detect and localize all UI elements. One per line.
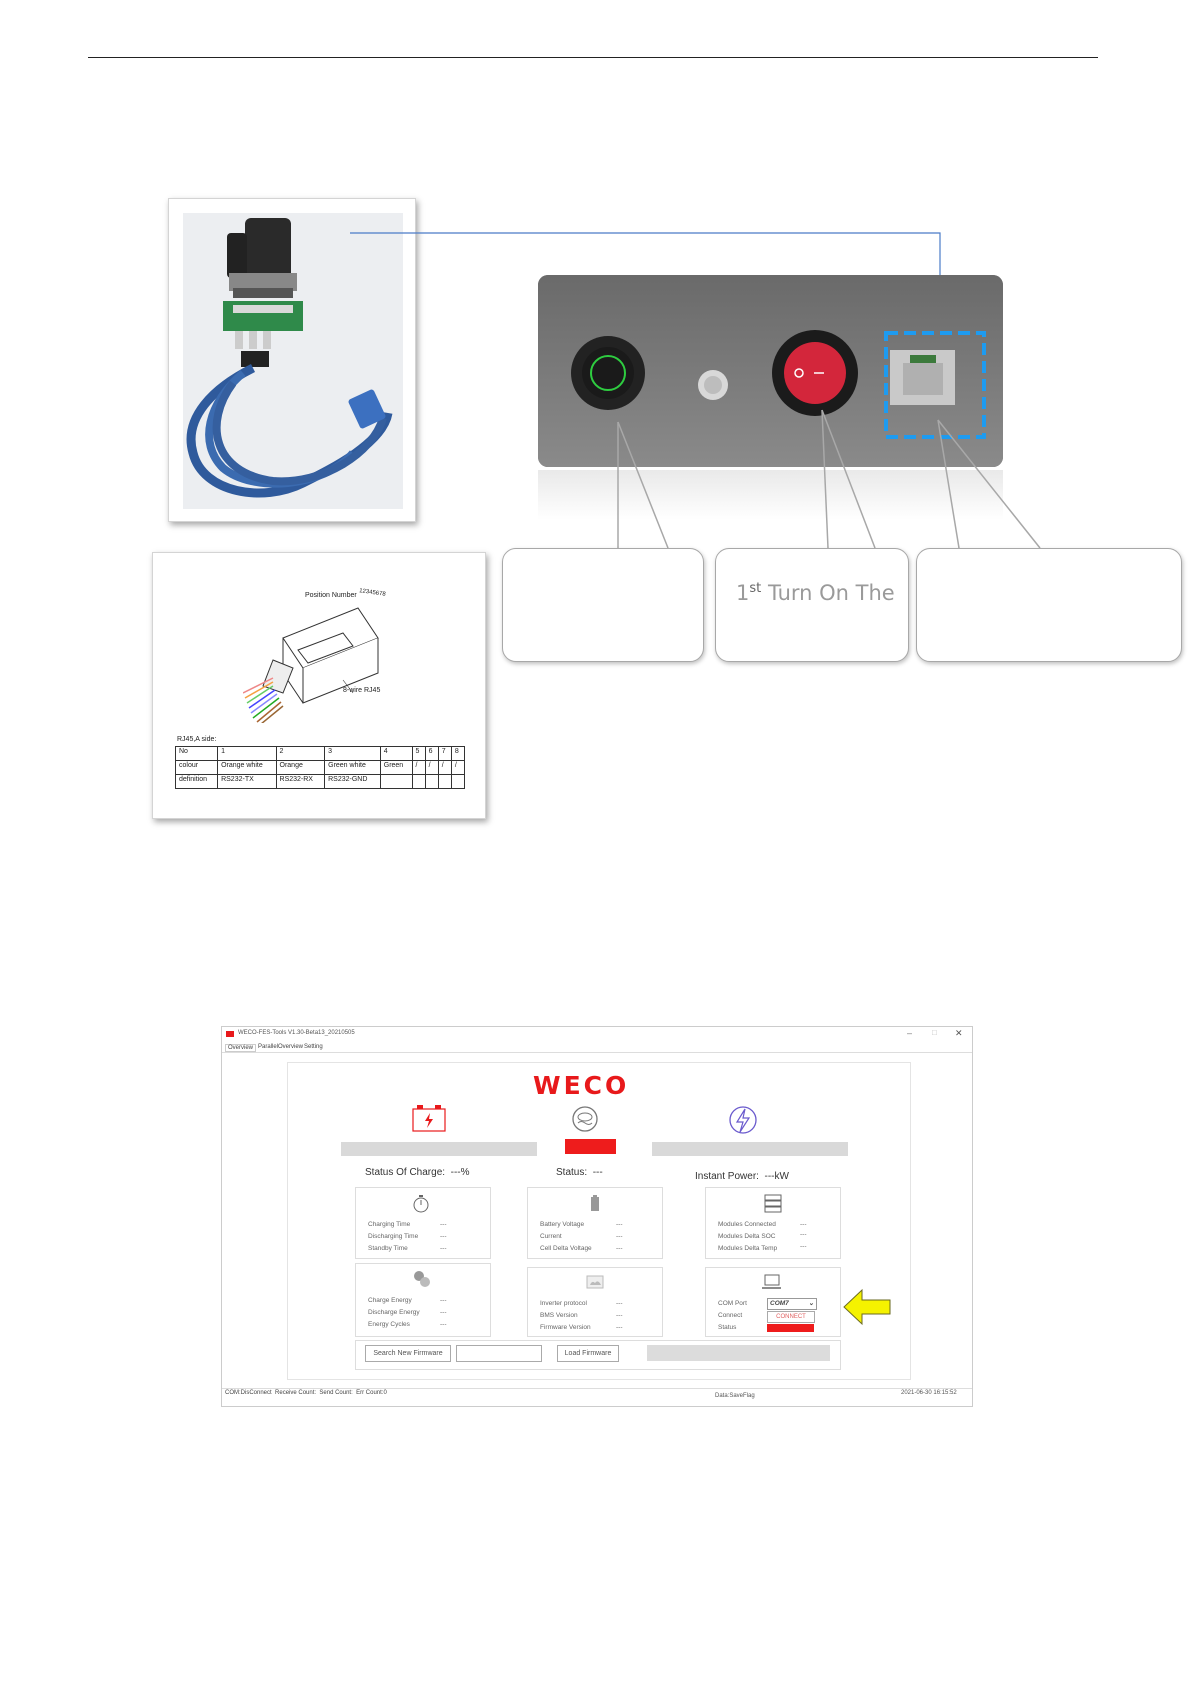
inverter-icon (570, 1105, 600, 1133)
wire-label: 8-wire RJ45 (343, 687, 381, 694)
cloud-icon (585, 1272, 605, 1292)
soc-readout: Status Of Charge: ---% (365, 1167, 470, 1178)
standby-time-value: --- (440, 1245, 447, 1252)
firmware-progress-bar (647, 1345, 830, 1361)
inverter-protocol-label: Inverter protocol (540, 1300, 587, 1307)
side-label: RJ45,A side: (177, 736, 217, 743)
tab-parallel-overview[interactable]: ParallelOverview (258, 1044, 304, 1050)
menu-divider (222, 1052, 972, 1053)
power-bar (652, 1142, 848, 1156)
app-window (221, 1026, 973, 1407)
version-panel (527, 1267, 663, 1337)
energy-panel (355, 1263, 491, 1337)
position-number-label: Position Number (305, 592, 357, 599)
charge-energy-label: Charge Energy (368, 1297, 412, 1304)
weco-logo: WECO (533, 1071, 630, 1100)
time-panel (355, 1187, 491, 1259)
callout-number: 1 (736, 581, 750, 605)
callout-switch (715, 548, 909, 662)
modules-connected-label: Modules Connected (718, 1221, 776, 1228)
com-port-select[interactable]: COM7 ⌄ (767, 1298, 817, 1310)
rj45-plug-drawing (243, 598, 393, 723)
cell-delta-voltage-value: --- (616, 1245, 623, 1252)
window-title: WECO-FES-Tools V1.30-Beta13_20210505 (238, 1030, 355, 1036)
close-button[interactable]: ✕ (955, 1028, 963, 1038)
connect-label: Connect (718, 1312, 743, 1319)
battery-panel (527, 1187, 663, 1259)
server-icon (763, 1193, 783, 1213)
bms-version-value: --- (616, 1312, 623, 1319)
table-row-definition: definition RS232-TX RS232-RX RS232-GND (176, 775, 465, 789)
current-label: Current (540, 1233, 562, 1240)
header-rule (88, 57, 1098, 58)
statusbar-datetime: 2021-06-30 16:15:52 (901, 1390, 957, 1396)
firmware-version-label: Firmware Version (540, 1324, 591, 1331)
minimize-button[interactable]: – (907, 1028, 913, 1038)
rj45-diagram-card (152, 552, 486, 819)
modules-delta-temp-label: Modules Delta Temp (718, 1245, 778, 1252)
energy-cycles-value: --- (440, 1321, 447, 1328)
firmware-version-value: --- (616, 1324, 623, 1331)
connect-button[interactable]: CONNECT (767, 1311, 815, 1323)
inverter-protocol-value: --- (616, 1300, 623, 1307)
com-port-label: COM Port (718, 1300, 747, 1307)
soc-bar (341, 1142, 537, 1156)
firmware-path-input[interactable] (456, 1345, 542, 1362)
status-readout: Status: --- (556, 1167, 603, 1178)
tab-setting[interactable]: Setting (304, 1044, 323, 1050)
table-row-colour: colour Orange white Orange Green white Green / / / / (176, 761, 465, 775)
receive-count: Receive Count: (275, 1390, 317, 1396)
callout-rj45-port (916, 548, 1182, 662)
discharging-time-label: Discharging Time (368, 1233, 419, 1240)
modules-delta-temp-value: --- (800, 1243, 807, 1250)
modules-panel (705, 1187, 841, 1259)
standby-time-label: Standby Time (368, 1245, 408, 1252)
com-panel (705, 1267, 841, 1337)
battery-voltage-value: --- (616, 1221, 623, 1228)
send-count: Send Count: (319, 1390, 353, 1396)
statusbar (225, 1390, 387, 1396)
charge-energy-value: --- (440, 1297, 447, 1304)
laptop-icon (761, 1272, 781, 1292)
connection-status: COM:DisConnect (225, 1390, 272, 1396)
callout-sup: st (749, 581, 762, 596)
statusbar-divider (222, 1388, 972, 1389)
power-readout: Instant Power: ---kW (695, 1171, 789, 1182)
battery-icon (411, 1103, 447, 1133)
bms-version-label: BMS Version (540, 1312, 578, 1319)
discharge-energy-label: Discharge Energy (368, 1309, 420, 1316)
discharge-energy-value: --- (440, 1309, 447, 1316)
load-firmware-button[interactable]: Load Firmware (557, 1345, 619, 1362)
current-value: --- (616, 1233, 623, 1240)
position-digits: 12345678 (358, 588, 386, 598)
energy-icon (411, 1268, 431, 1288)
lightning-icon (728, 1105, 758, 1135)
err-count: Err Count:0 (356, 1390, 387, 1396)
maximize-button[interactable]: □ (932, 1028, 937, 1037)
battery-level-icon (585, 1193, 605, 1213)
table-header-row: No 1 2 3 4 5 6 7 8 (176, 747, 465, 761)
rj45-pinout-table (175, 746, 465, 789)
save-flag: Data:SaveFlag (715, 1393, 755, 1399)
modules-delta-soc-value: --- (800, 1231, 807, 1238)
tab-overview[interactable]: Overview (225, 1044, 256, 1052)
modules-delta-soc-label: Modules Delta SOC (718, 1233, 776, 1240)
status-indicator (565, 1139, 616, 1154)
stopwatch-icon (411, 1193, 431, 1213)
com-status-indicator (767, 1324, 814, 1332)
cell-delta-voltage-label: Cell Delta Voltage (540, 1245, 592, 1252)
discharging-time-value: --- (440, 1233, 447, 1240)
energy-cycles-label: Energy Cycles (368, 1321, 410, 1328)
com-status-label: Status (718, 1324, 737, 1331)
modules-connected-value: --- (800, 1221, 807, 1228)
callout-switch-text (736, 581, 895, 605)
search-firmware-button[interactable]: Search New Firmware (365, 1345, 451, 1362)
battery-voltage-label: Battery Voltage (540, 1221, 585, 1228)
charging-time-label: Charging Time (368, 1221, 411, 1228)
chevron-down-icon: ⌄ (808, 1300, 814, 1307)
pointer-arrow-icon (842, 1287, 892, 1327)
callout-power-button (502, 548, 704, 662)
callout-label: Turn On The (767, 581, 895, 605)
app-logo-icon (226, 1031, 234, 1037)
charging-time-value: --- (440, 1221, 447, 1228)
